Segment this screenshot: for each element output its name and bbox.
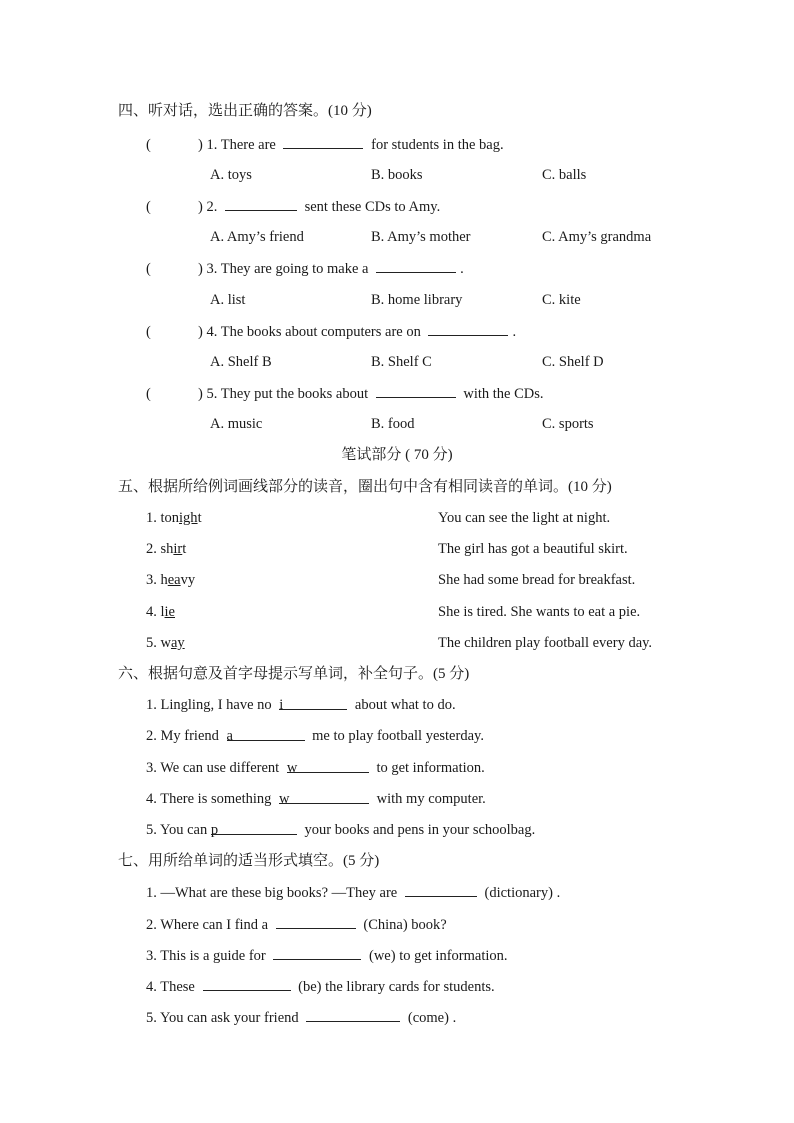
fill-item-3 bbox=[146, 757, 485, 779]
answer-blank[interactable] bbox=[376, 257, 456, 273]
sentence-post: (come) . bbox=[407, 1010, 457, 1026]
form-item-3 bbox=[146, 944, 508, 966]
answer-paren-close: ) bbox=[198, 324, 203, 340]
answer-blank[interactable] bbox=[210, 819, 297, 838]
sentence-post: about what to do. bbox=[354, 697, 456, 713]
underlined-part: ea bbox=[167, 572, 181, 588]
answer-blank[interactable] bbox=[276, 913, 356, 929]
word-part: sh bbox=[160, 541, 174, 557]
initial-letter: w bbox=[286, 760, 298, 776]
option-b: B. food bbox=[371, 416, 415, 432]
answer-paren-close: ) bbox=[198, 199, 203, 215]
answer-blank[interactable] bbox=[428, 320, 508, 336]
example-word-3 bbox=[146, 569, 195, 591]
question-2 bbox=[146, 195, 440, 217]
sentence-pre: 3. This is a guide for bbox=[146, 948, 266, 964]
answer-blank[interactable] bbox=[225, 195, 297, 211]
sentence-post: (China) book? bbox=[363, 917, 447, 933]
answer-blank[interactable] bbox=[286, 757, 369, 776]
question-text-post: sent these CDs to Amy. bbox=[304, 199, 441, 215]
word-part: t bbox=[197, 510, 202, 526]
answer-blank[interactable] bbox=[283, 133, 363, 149]
sentence-pre: 5. You can ask your friend bbox=[146, 1010, 299, 1026]
example-word-1 bbox=[146, 507, 202, 529]
question-number: 1. bbox=[206, 137, 218, 153]
underlined-part: ir bbox=[173, 541, 183, 557]
question-text-pre: They put the books about bbox=[220, 386, 369, 402]
option-c: C. kite bbox=[542, 292, 581, 308]
question-number: 3. bbox=[206, 261, 218, 277]
sentence-pre: 2. Where can I find a bbox=[146, 917, 269, 933]
sentence-5[interactable]: The children play football every day. bbox=[438, 635, 653, 651]
form-item-1 bbox=[146, 881, 560, 903]
option-b: B. home library bbox=[371, 292, 463, 308]
answer-paren-open[interactable]: ( bbox=[146, 137, 151, 153]
example-word-5 bbox=[146, 632, 185, 654]
answer-paren-close: ) bbox=[198, 386, 203, 402]
sentence-pre: 4. These bbox=[146, 979, 195, 995]
sentence-post: to get information. bbox=[376, 760, 485, 776]
word-part: vy bbox=[180, 572, 196, 588]
question-1 bbox=[146, 133, 504, 155]
question-text-pre: The books about computers are on bbox=[220, 324, 421, 340]
section5-title: 五、根据所给例词画线部分的读音，圈出句中含有相同读音的单词。(10 分) bbox=[118, 479, 612, 495]
section4-title: 四、听对话，选出正确的答案。(10 分) bbox=[118, 103, 372, 119]
option-c: C. Shelf D bbox=[542, 354, 604, 370]
sentence-post: me to play football yesterday. bbox=[312, 728, 484, 744]
fill-item-1 bbox=[146, 694, 456, 716]
sentence-pre: 3. We can use different bbox=[146, 760, 280, 776]
sentence-pre: 2. My friend bbox=[146, 728, 219, 744]
question-number: 5. bbox=[206, 386, 218, 402]
sentence-post: (dictionary) . bbox=[484, 885, 561, 901]
form-item-5 bbox=[146, 1006, 456, 1028]
sentence-post: (we) to get information. bbox=[369, 948, 508, 964]
sentence-1[interactable]: You can see the light at night. bbox=[438, 510, 611, 526]
item-number: 5. bbox=[146, 635, 157, 651]
word-part: ton bbox=[160, 510, 180, 526]
word-part: w bbox=[160, 635, 171, 651]
initial-letter: a bbox=[226, 728, 233, 744]
sentence-post: with my computer. bbox=[376, 791, 486, 807]
option-a: A. toys bbox=[210, 167, 252, 183]
answer-blank[interactable] bbox=[203, 975, 291, 991]
underlined-part: ay bbox=[170, 635, 185, 651]
sentence-2[interactable]: The girl has got a beautiful skirt. bbox=[438, 541, 628, 557]
option-a: A. Amy’s friend bbox=[210, 229, 304, 245]
option-c: C. Amy’s grandma bbox=[542, 229, 652, 245]
question-text-pre: There are bbox=[220, 137, 276, 153]
sentence-pre: 5. You can bbox=[146, 822, 208, 838]
written-part-heading: 笔试部分 ( 70 分) bbox=[341, 447, 453, 463]
answer-blank[interactable] bbox=[405, 881, 477, 897]
word-part: t bbox=[182, 541, 187, 557]
word-part: h bbox=[160, 572, 168, 588]
answer-paren-open[interactable]: ( bbox=[146, 324, 151, 340]
initial-letter: i bbox=[279, 697, 284, 713]
answer-paren-close: ) bbox=[198, 261, 203, 277]
option-b: B. books bbox=[371, 167, 423, 183]
answer-blank[interactable] bbox=[273, 944, 361, 960]
question-number: 2. bbox=[206, 199, 218, 215]
answer-blank[interactable] bbox=[376, 382, 456, 398]
initial-letter: p bbox=[210, 822, 219, 838]
word-part: l bbox=[160, 604, 165, 620]
question-text-post: with the CDs. bbox=[463, 386, 544, 402]
answer-blank[interactable] bbox=[306, 1006, 400, 1022]
underlined-part: ie bbox=[164, 604, 175, 620]
sentence-pre: 1. —What are these big books? —They are bbox=[146, 885, 398, 901]
example-word-2 bbox=[146, 538, 186, 560]
sentence-4[interactable]: She is tired. She wants to eat a pie. bbox=[438, 604, 641, 620]
example-word-4 bbox=[146, 601, 175, 623]
sentence-3[interactable]: She had some bread for breakfast. bbox=[438, 572, 636, 588]
answer-paren-close: ) bbox=[198, 137, 203, 153]
question-5 bbox=[146, 382, 544, 404]
answer-paren-open[interactable]: ( bbox=[146, 261, 151, 277]
form-item-4 bbox=[146, 975, 495, 997]
answer-blank[interactable] bbox=[226, 725, 305, 744]
option-b: B. Amy’s mother bbox=[371, 229, 471, 245]
question-4 bbox=[146, 320, 516, 342]
sentence-post: (be) the library cards for students. bbox=[298, 979, 495, 995]
answer-blank[interactable] bbox=[279, 788, 369, 807]
question-text-post: . bbox=[460, 261, 464, 277]
question-text-pre: They are going to make a bbox=[220, 261, 369, 277]
fill-item-2 bbox=[146, 725, 484, 747]
option-a: A. list bbox=[210, 292, 246, 308]
fill-item-4 bbox=[146, 788, 486, 810]
section7-title: 七、用所给单词的适当形式填空。(5 分) bbox=[118, 853, 380, 869]
option-a: A. music bbox=[210, 416, 263, 432]
item-number: 4. bbox=[146, 604, 157, 620]
item-number: 2. bbox=[146, 541, 157, 557]
option-a: A. Shelf B bbox=[210, 354, 272, 370]
question-text-post: for students in the bag. bbox=[371, 137, 504, 153]
sentence-pre: 4. There is something bbox=[146, 791, 272, 807]
option-b: B. Shelf C bbox=[371, 354, 432, 370]
answer-blank[interactable] bbox=[279, 694, 347, 713]
option-c: C. sports bbox=[542, 416, 594, 432]
option-c: C. balls bbox=[542, 167, 587, 183]
question-3 bbox=[146, 257, 464, 279]
question-text-post: . bbox=[512, 324, 517, 340]
initial-letter: w bbox=[279, 791, 290, 807]
question-number: 4. bbox=[206, 324, 218, 340]
answer-paren-open[interactable]: ( bbox=[146, 386, 151, 402]
form-item-2 bbox=[146, 913, 447, 935]
underlined-part: igh bbox=[179, 510, 198, 526]
sentence-post: your books and pens in your schoolbag. bbox=[304, 822, 536, 838]
sentence-pre: 1. Lingling, I have no bbox=[146, 697, 272, 713]
answer-paren-open[interactable]: ( bbox=[146, 199, 151, 215]
item-number: 1. bbox=[146, 510, 157, 526]
item-number: 3. bbox=[146, 572, 157, 588]
fill-item-5 bbox=[146, 819, 535, 841]
section6-title: 六、根据句意及首字母提示写单词，补全句子。(5 分) bbox=[118, 666, 470, 682]
